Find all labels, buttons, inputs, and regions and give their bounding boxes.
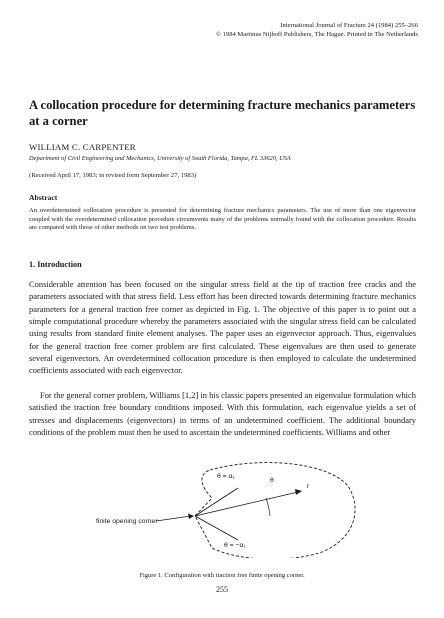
page-number: 255 xyxy=(216,585,228,594)
copyright-notice: © 1984 Martinus Nijhoff Publishers, The Hague. Printed in The Netherlands xyxy=(215,30,418,38)
label-theta: θ xyxy=(270,477,274,484)
figure-caption: Figure 1. Configuration with traction free finite opening corner. xyxy=(139,572,305,579)
label-finite-opening-corner: finite opening corner xyxy=(96,518,158,525)
article-title: A collocation procedure for determining fracture mechanics parameters at a corner xyxy=(29,98,416,128)
label-lower-angle: θ = −α₁ xyxy=(224,542,246,549)
label-upper-angle: θ = α₁ xyxy=(217,473,235,480)
upper-corner-face xyxy=(195,488,238,516)
author-affiliation: Department of Civil Engineering and Mechanics, University of South Florida, Tampa, FL 33620, USA xyxy=(29,155,291,162)
journal-citation: International Journal of Fracture 24 (1984) 255–266 xyxy=(280,22,418,29)
corner-pointer-arrowhead xyxy=(188,514,194,520)
theta-arc xyxy=(266,498,270,516)
label-radius: r xyxy=(307,483,310,490)
corner-pointer-line xyxy=(156,516,191,521)
author-name: WILLIAM C. CARPENTER xyxy=(29,142,136,152)
section-heading-introduction: 1. Introduction xyxy=(29,260,82,269)
journal-header xyxy=(216,22,418,40)
figure-1 xyxy=(60,458,400,558)
received-dates: (Received April 17, 1983; in revised form September 27, 1983) xyxy=(29,172,197,179)
body-paragraph-2: For the general corner problem, Williams [1,2] in his classic papers presented an eigenvalue formulation which satisfied the traction free boundary conditions imposed. With this formulation, each eigenvalue yields a set of stresses and displacements (eigenvectors) in terms of an undetermined coefficient. The additional boundary conditions of the problem must then be used to ascertain the undetermined coefficients. Williams and other xyxy=(29,390,416,438)
radial-arrowhead xyxy=(295,489,302,495)
body-paragraph-1: Considerable attention has been focused on the singular stress field at the tip of traction free cracks and the parameters associated with that stress field. Less effort has been directed towards determining fracture mechanics parameters for a general traction free corner as depicted in Fig. 1. The objective of this paper is to point out a simple computational procedure whereby the parameters associated with the singular stress field can be calculated using results from standard finite element analyses. The paper uses an eigenvector approach. Thus, eigenvalues for the general traction free corner problem are first calculated. These eigenvalues are then used to generate several eigenvectors. An overdetermined collocation procedure is then employed to calculate the undetermined coefficients associated with each eigenvector. xyxy=(29,279,416,376)
abstract-heading: Abstract xyxy=(29,193,58,202)
radial-line xyxy=(195,492,298,516)
abstract-text: An overdetermined collocation procedure is presented for determining fracture mechanics parameters. The use of more than one eigenvector coupled with the overdetermined collocation procedure circumvents many of the problems normally found with the collocation procedure. Results are compared with those of other methods on two test problems. xyxy=(29,207,416,232)
